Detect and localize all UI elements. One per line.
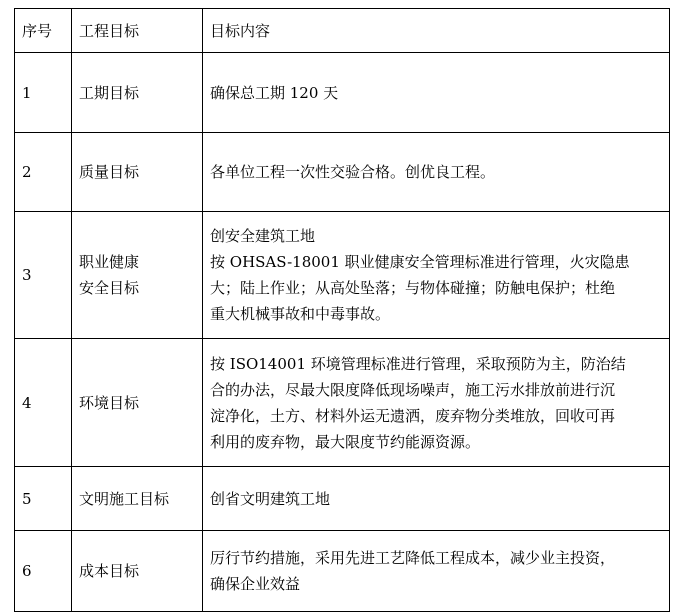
table-row [15, 467, 670, 531]
target-name-line: 质量目标 [79, 163, 140, 181]
content-line: 确保企业效益 [210, 575, 301, 593]
row-number: 4 [15, 339, 72, 467]
target-content [203, 339, 670, 467]
content-line: 创安全建筑工地 [210, 227, 316, 245]
table-row [15, 133, 670, 212]
target-content [203, 531, 670, 612]
target-name-line: 安全目标 [79, 279, 140, 297]
target-name [72, 339, 203, 467]
table-row [15, 212, 670, 339]
row-number: 2 [15, 133, 72, 212]
content-line: 创省文明建筑工地 [210, 489, 331, 508]
target-name-line: 成本目标 [79, 562, 140, 580]
header-cell-no: 序号 [15, 9, 72, 53]
target-name [72, 133, 203, 212]
table-row [15, 531, 670, 612]
content-line: 按 OHSAS-18001 职业健康安全管理标准进行管理，火灾隐患 [210, 253, 630, 271]
target-name [72, 212, 203, 339]
content-line: 淀净化，土方、材料外运无遗洒，废弃物分类堆放，回收可再 [210, 406, 616, 425]
project-targets-table [14, 8, 670, 612]
content-line: 大；陆上作业；从高处坠落；与物体碰撞；防触电保护；杜绝 [210, 279, 616, 297]
target-content [203, 53, 670, 133]
table-row [15, 339, 670, 467]
content-line: 利用的废弃物，最大限度节约能源资源。 [210, 432, 481, 451]
content-line: 确保总工期 120 天 [210, 83, 339, 102]
row-number: 6 [15, 531, 72, 612]
content-line: 厉行节约措施，采用先进工艺降低工程成本，减少业主投资， [210, 549, 616, 567]
row-number: 3 [15, 212, 72, 339]
row-number: 5 [15, 467, 72, 531]
target-name [72, 53, 203, 133]
row-number: 1 [15, 53, 72, 133]
target-content [203, 212, 670, 339]
content-line: 按 ISO14001 环境管理标准进行管理，采取预防为主，防治结 [210, 354, 626, 373]
target-name-line: 文明施工目标 [79, 489, 170, 508]
target-content [203, 467, 670, 531]
header-cell-target: 工程目标 [72, 9, 203, 53]
content-line: 各单位工程一次性交验合格。创优良工程。 [210, 163, 496, 181]
target-name-line: 环境目标 [79, 393, 140, 412]
content-line: 重大机械事故和中毒事故。 [210, 305, 391, 323]
target-name-line: 职业健康 [79, 253, 140, 271]
target-name-line: 工期目标 [79, 83, 140, 102]
target-content [203, 133, 670, 212]
target-name [72, 467, 203, 531]
table-header-row [15, 9, 670, 53]
table-row [15, 53, 670, 133]
content-line: 合的办法，尽最大限度降低现场噪声，施工污水排放前进行沉 [210, 380, 616, 399]
target-name [72, 531, 203, 612]
header-cell-content: 目标内容 [203, 9, 670, 53]
